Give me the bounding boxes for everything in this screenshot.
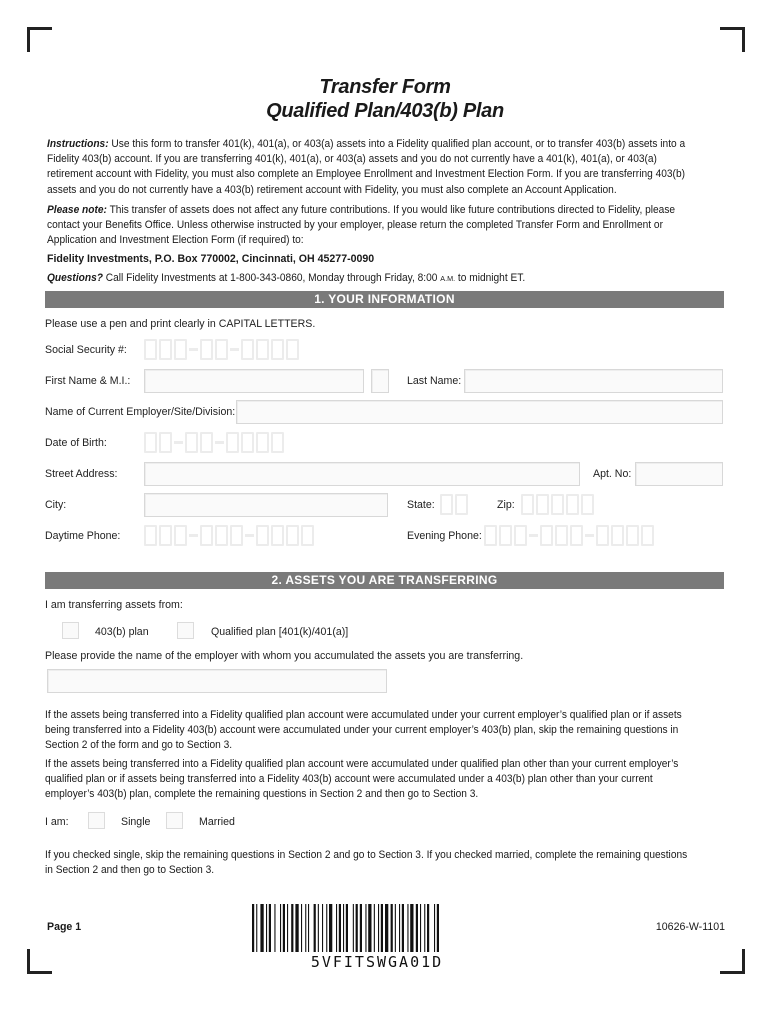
form-title: Transfer Form — [319, 76, 451, 98]
phone-digit-box[interactable] — [611, 525, 624, 546]
ssn-digit-box[interactable] — [200, 339, 213, 360]
dob-input[interactable] — [144, 432, 286, 453]
option-qualified-label: Qualified plan [401(k)/401(a)] — [211, 626, 349, 638]
last-name-field[interactable] — [464, 369, 723, 393]
dob-label: Date of Birth: — [45, 437, 107, 449]
phone-digit-box[interactable] — [200, 525, 213, 546]
mailing-address: Fidelity Investments, P.O. Box 770002, Cincinnati, OH 45277-0090 — [47, 253, 375, 265]
checkbox-married[interactable] — [166, 812, 183, 829]
section2-paragraph-3: If you checked single, skip the remaining questions in Section 2 and go to Section 3. If you checked married, complete the remaining questions in Section 2 and then go to Section 3. — [45, 849, 688, 877]
employer-prompt: Please provide the name of the employer with whom you accumulated the assets you are transferring. — [45, 650, 524, 662]
city-field[interactable] — [144, 493, 388, 517]
employer-label: Name of Current Employer/Site/Division: — [45, 406, 236, 418]
separator-dash — [189, 534, 198, 537]
barcode-image — [252, 904, 502, 952]
marital-status-label: I am: — [45, 816, 69, 828]
ssn-digit-box[interactable] — [159, 339, 172, 360]
ssn-digit-box[interactable] — [241, 339, 254, 360]
dob-digit-box[interactable] — [200, 432, 213, 453]
zip-digit-box[interactable] — [551, 494, 564, 515]
form-subtitle: Qualified Plan/403(b) Plan — [266, 100, 504, 122]
checkbox-qualified-plan[interactable] — [177, 622, 194, 639]
instructions-paragraph — [47, 137, 700, 198]
dob-digit-box[interactable] — [226, 432, 239, 453]
questions-am: A.M. — [440, 274, 456, 283]
zip-digit-box[interactable] — [566, 494, 579, 515]
barcode-text: 5VFITSWGA01D — [310, 953, 444, 971]
phone-digit-box[interactable] — [286, 525, 299, 546]
prior-employer-field[interactable] — [47, 669, 387, 693]
questions-text: Call Fidelity Investments at 1-800-343-0860, Monday through Friday, 8:00 — [105, 272, 438, 284]
ssn-digit-box[interactable] — [286, 339, 299, 360]
ssn-input[interactable] — [144, 339, 301, 360]
section2-paragraph-1: If the assets being transferred into a Fidelity qualified plan account were accumulated under your current employer’s qualified plan or if assets being transferred into a Fidelity 403(b) account were accumulated under your current employer’s 403(b) plan, skip the remaining questions in Section 2 of the form and go to Section 3. — [45, 709, 682, 752]
phone-digit-box[interactable] — [484, 525, 497, 546]
state-char-box[interactable] — [455, 494, 468, 515]
street-label: Street Address: — [45, 468, 118, 480]
instructions-lead: Instructions: — [47, 138, 109, 150]
city-label: City: — [45, 499, 67, 511]
first-name-field[interactable] — [144, 369, 364, 393]
ssn-digit-box[interactable] — [256, 339, 269, 360]
crop-mark-top-right — [720, 27, 745, 52]
state-label: State: — [407, 499, 435, 511]
phone-digit-box[interactable] — [570, 525, 583, 546]
apt-field[interactable] — [635, 462, 723, 486]
phone-digit-box[interactable] — [271, 525, 284, 546]
section2-header: 2. ASSETS YOU ARE TRANSFERRING — [45, 572, 724, 589]
questions-lead: Questions? — [47, 272, 103, 284]
state-char-box[interactable] — [440, 494, 453, 515]
phone-digit-box[interactable] — [256, 525, 269, 546]
ssn-digit-box[interactable] — [174, 339, 187, 360]
page-number: Page 1 — [47, 921, 82, 933]
phone-digit-box[interactable] — [641, 525, 654, 546]
separator-dash — [245, 534, 254, 537]
zip-input[interactable] — [521, 494, 596, 515]
checkbox-single[interactable] — [88, 812, 105, 829]
dob-digit-box[interactable] — [271, 432, 284, 453]
eve-phone-input[interactable] — [484, 525, 656, 546]
phone-digit-box[interactable] — [301, 525, 314, 546]
state-input[interactable] — [440, 494, 470, 515]
dob-digit-box[interactable] — [144, 432, 157, 453]
phone-digit-box[interactable] — [626, 525, 639, 546]
phone-digit-box[interactable] — [540, 525, 553, 546]
separator-dash — [174, 441, 183, 444]
crop-mark-bottom-right — [720, 949, 745, 974]
option-married-label: Married — [199, 816, 235, 828]
form-code: 10626-W-1101 — [655, 921, 725, 933]
transfer-from-label: I am transferring assets from: — [45, 599, 183, 611]
ssn-digit-box[interactable] — [271, 339, 284, 360]
questions-line — [47, 271, 700, 286]
questions-text-end: to midnight ET. — [457, 272, 526, 284]
note-text: This transfer of assets does not affect any future contributions. If you would like future contributions directed to Fidelity, please contact your Benefits Office. Unless otherwise instructed by your employer, please return the completed Transfer Form and Enrollment or Application and Investment Election Form (if required) to: — [47, 204, 676, 247]
section1-header: 1. YOUR INFORMATION — [45, 291, 724, 308]
zip-digit-box[interactable] — [521, 494, 534, 515]
phone-digit-box[interactable] — [499, 525, 512, 546]
phone-digit-box[interactable] — [144, 525, 157, 546]
eve-phone-label: Evening Phone: — [407, 530, 482, 542]
crop-mark-top-left — [27, 27, 52, 52]
street-field[interactable] — [144, 462, 580, 486]
separator-dash — [215, 441, 224, 444]
zip-digit-box[interactable] — [536, 494, 549, 515]
separator-dash — [529, 534, 538, 537]
section2-paragraph-2: If the assets being transferred into a Fidelity qualified plan account were accumulated under qualified plan other than your current employer’s qualified plan or if assets being transferred into a Fidelity 403(b) account were accumulated under a 403(b) plan other than your current employer’s 403(b) plan, complete the remaining questions in Section 2 and then go to Section 3. — [45, 758, 679, 801]
day-phone-label: Daytime Phone: — [45, 530, 121, 542]
zip-label: Zip: — [497, 499, 515, 511]
employer-field[interactable] — [236, 400, 723, 424]
instructions-text: Use this form to transfer 401(k), 401(a), or 403(a) assets into a Fidelity qualified plan account, or to transfer 403(b) assets into a Fidelity 403(b) account. If you are transferring 401(k), 401(a), or 403(a) assets and you do not currently have a 401(k), 401(a), or 403(a) retirement account with Fidelity, you must also complete an Employee Enrollment and Investment Election Form. If you are transferring 403(b) assets and you do not currently have a 403(b) retirement account with Fidelity, you must also complete an Account Application. — [47, 138, 686, 196]
ssn-digit-box[interactable] — [215, 339, 228, 360]
ssn-label: Social Security #: — [45, 344, 127, 356]
separator-dash — [189, 348, 198, 351]
dob-digit-box[interactable] — [185, 432, 198, 453]
phone-digit-box[interactable] — [159, 525, 172, 546]
middle-initial-field[interactable] — [371, 369, 389, 393]
phone-digit-box[interactable] — [596, 525, 609, 546]
day-phone-input[interactable] — [144, 525, 316, 546]
first-name-label: First Name & M.I.: — [45, 375, 131, 387]
zip-digit-box[interactable] — [581, 494, 594, 515]
option-single-label: Single — [121, 816, 151, 828]
dob-digit-box[interactable] — [159, 432, 172, 453]
phone-digit-box[interactable] — [555, 525, 568, 546]
last-name-label: Last Name: — [407, 375, 462, 387]
ssn-digit-box[interactable] — [144, 339, 157, 360]
dob-digit-box[interactable] — [256, 432, 269, 453]
phone-digit-box[interactable] — [230, 525, 243, 546]
note-paragraph — [47, 203, 700, 249]
option-403b-label: 403(b) plan — [95, 626, 149, 638]
separator-dash — [585, 534, 594, 537]
note-lead: Please note: — [47, 204, 107, 216]
phone-digit-box[interactable] — [514, 525, 527, 546]
phone-digit-box[interactable] — [215, 525, 228, 546]
crop-mark-bottom-left — [27, 949, 52, 974]
section1-intro: Please use a pen and print clearly in CAPITAL LETTERS. — [45, 318, 316, 330]
apt-label: Apt. No: — [593, 468, 632, 480]
checkbox-403b[interactable] — [62, 622, 79, 639]
separator-dash — [230, 348, 239, 351]
dob-digit-box[interactable] — [241, 432, 254, 453]
phone-digit-box[interactable] — [174, 525, 187, 546]
